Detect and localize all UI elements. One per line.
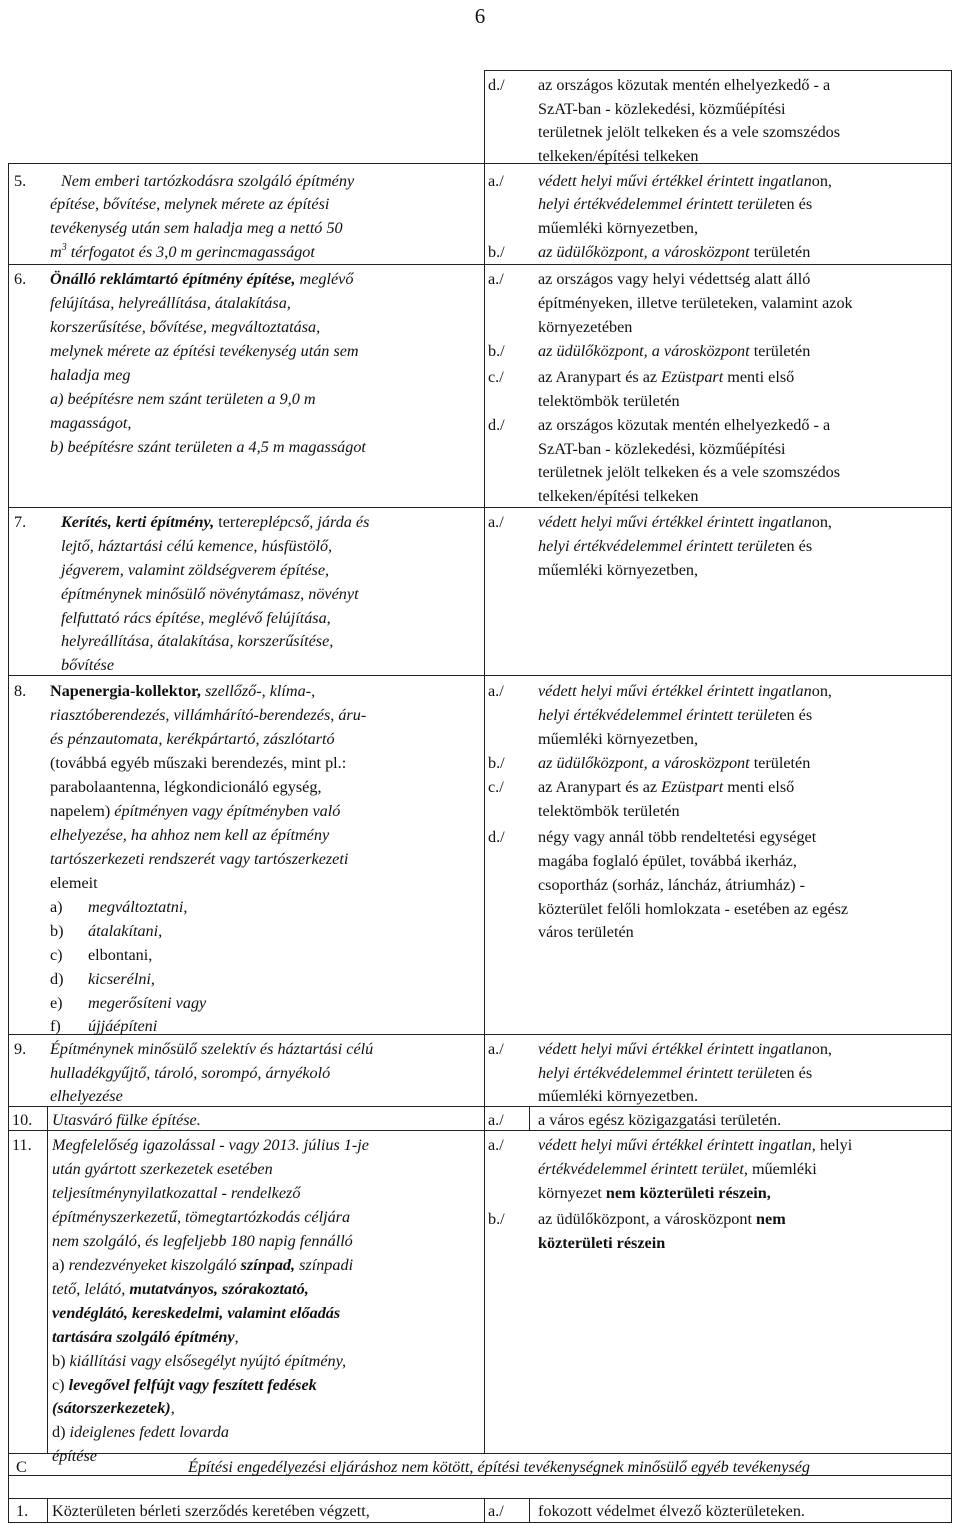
condition-text: telektömbök területén bbox=[538, 802, 680, 820]
condition-text: az országos vagy helyi védettség alatt álló bbox=[538, 270, 811, 288]
row-description: jégverem, valamint zöldségverem építése, bbox=[61, 561, 330, 579]
row-description: színpadi bbox=[299, 1256, 354, 1274]
row-description: mutatványos, szórakoztató, bbox=[129, 1280, 309, 1298]
condition-label: a./ bbox=[488, 1502, 504, 1520]
grid-line bbox=[484, 70, 951, 71]
row-description: d) bbox=[50, 970, 64, 988]
condition-text: helyi értékvédelemmel érintett terület bbox=[538, 1064, 780, 1082]
condition-text: az üdülőközpont, a városközpont bbox=[538, 342, 750, 360]
condition-text: műemléki környezetben. bbox=[538, 1087, 699, 1105]
row-description: haladja meg bbox=[50, 366, 131, 384]
condition-text: az üdülőközpont, a városközpont bbox=[538, 754, 750, 772]
section-title: Építési engedélyezési eljáráshoz nem kötött, építési tevékenységnek minősülő egyéb tevékenység bbox=[187, 1458, 811, 1476]
row-description: , bbox=[234, 1328, 239, 1346]
condition-label: b./ bbox=[488, 1210, 505, 1228]
row-description: átalakítani, bbox=[88, 922, 163, 940]
row-description: építése bbox=[52, 1447, 97, 1465]
grid-line bbox=[8, 1498, 951, 1499]
grid-line bbox=[951, 70, 952, 1523]
row-description: megerősíteni vagy bbox=[88, 994, 207, 1012]
condition-text: fokozott védelmet élvező közterületeken. bbox=[538, 1502, 805, 1520]
condition-text: az üdülőközpont, a városközpont bbox=[538, 243, 750, 261]
row-description: kicserélni, bbox=[88, 970, 155, 988]
row-description: építménynek minősülő növénytámasz, növényt bbox=[61, 585, 359, 603]
row-description: melynek mérete az építési tevékenység után sem bbox=[50, 342, 359, 360]
condition-text: on, bbox=[811, 1040, 832, 1058]
condition-label: a./ bbox=[488, 270, 504, 288]
condition-text: en és bbox=[779, 195, 813, 213]
grid-line bbox=[8, 163, 9, 1523]
grid-line bbox=[8, 507, 951, 508]
condition-label: a./ bbox=[488, 1111, 504, 1129]
row-description: Önálló reklámtartó építmény építése, bbox=[50, 270, 296, 288]
row-description: c) bbox=[52, 1376, 65, 1394]
unit-text: m bbox=[50, 243, 62, 261]
row-description: (továbbá egyéb műszaki berendezés, mint pl.: bbox=[50, 754, 347, 772]
grid-line bbox=[529, 1498, 530, 1523]
row-description: szellőző-, klíma-, bbox=[204, 682, 316, 700]
condition-text: védett helyi művi értékkel érintett ingatlan bbox=[538, 1040, 812, 1058]
condition-text: en és bbox=[779, 706, 813, 724]
condition-text: SzAT-ban - közlekedési, közműépítési bbox=[538, 440, 786, 458]
row-description: kiállítási vagy elsősegélyt nyújtó építmény, bbox=[69, 1352, 346, 1370]
condition-text: környezetében bbox=[538, 318, 633, 336]
grid-line bbox=[8, 1453, 951, 1454]
grid-line bbox=[8, 163, 951, 164]
row-number: 1. bbox=[16, 1502, 29, 1520]
grid-line bbox=[8, 675, 951, 676]
condition-text: a város egész közigazgatási területén. bbox=[538, 1111, 782, 1129]
condition-text: en és bbox=[779, 1064, 813, 1082]
row-description: térfogatot és 3,0 m gerincmagasságot bbox=[70, 243, 315, 261]
condition-text: menti első bbox=[727, 368, 795, 386]
condition-text: nem bbox=[756, 1210, 786, 1228]
condition-text: helyi bbox=[819, 1136, 853, 1154]
condition-text: közterület felőli homlokzata - esetében az egész bbox=[538, 900, 849, 918]
grid-line bbox=[47, 1498, 48, 1523]
row-description: tartószerkezeti rendszerét vagy tartószerkezeti bbox=[50, 850, 349, 868]
row-description: a) bbox=[52, 1256, 65, 1274]
row-description: Kerítés, kerti építmény, bbox=[61, 513, 215, 531]
condition-text: védett helyi művi értékkel érintett ingatlan bbox=[538, 513, 812, 531]
row-description: után gyártott szerkezetek esetében bbox=[52, 1160, 273, 1178]
row-description: Közterületen bérleti szerződés keretében végzett, bbox=[52, 1502, 370, 1520]
row-description: tereplépcső, járda és bbox=[235, 513, 370, 531]
row-description: b) bbox=[50, 922, 64, 940]
condition-text: helyi értékvédelemmel érintett terület bbox=[538, 195, 780, 213]
condition-text: Ezüstpart bbox=[661, 778, 724, 796]
condition-text: műemléki környezetben, bbox=[538, 730, 699, 748]
condition-label: c./ bbox=[488, 368, 504, 386]
grid-line bbox=[484, 70, 485, 1453]
condition-text: az országos közutak mentén elhelyezkedő - a bbox=[538, 416, 831, 434]
unit-superscript: 3 bbox=[61, 242, 67, 253]
grid-line bbox=[484, 1498, 485, 1523]
condition-text: műemléki bbox=[751, 1160, 817, 1178]
condition-text: közterületi részein bbox=[538, 1234, 666, 1252]
condition-text: en és bbox=[779, 537, 813, 555]
row-description: b) bbox=[52, 1352, 66, 1370]
condition-text: csoportház (sorház, láncház, átriumház) - bbox=[538, 876, 805, 894]
condition-label: b./ bbox=[488, 754, 505, 772]
row-number: 10. bbox=[12, 1111, 33, 1129]
condition-text: magába foglaló épület, továbbá ikerház, bbox=[538, 852, 797, 870]
row-description: tevékenység után sem haladja meg a nettó 50 bbox=[50, 219, 343, 237]
condition-text: területén bbox=[753, 342, 811, 360]
row-description: bővítése bbox=[61, 656, 115, 674]
condition-text: értékvédelemmel érintett terület, bbox=[538, 1160, 748, 1178]
row-description: vendéglátó, kereskedelmi, valamint előadás bbox=[52, 1304, 341, 1322]
row-description: Építménynek minősülő szelektív és háztartási célú bbox=[50, 1040, 374, 1058]
condition-label: d./ bbox=[488, 828, 505, 846]
condition-text: Ezüstpart bbox=[661, 368, 724, 386]
row-description: színpad, bbox=[240, 1256, 296, 1274]
condition-text: területnek jelölt telkeken és a vele szomszédos bbox=[538, 463, 841, 481]
row-description: d) bbox=[52, 1423, 66, 1441]
row-description: parabolaantenna, légkondicionáló egység, bbox=[50, 778, 322, 796]
condition-label: a./ bbox=[488, 172, 504, 190]
condition-text: védett helyi művi értékkel érintett ingatlan bbox=[538, 172, 812, 190]
condition-text: város területén bbox=[538, 923, 634, 941]
condition-text: az Aranypart és az bbox=[538, 778, 658, 796]
row-description: levegővel felfújt vagy feszített fedések bbox=[68, 1376, 317, 1394]
row-description: tető, lelátó, bbox=[52, 1280, 126, 1298]
condition-label: a./ bbox=[488, 1040, 504, 1058]
condition-text: menti első bbox=[727, 778, 795, 796]
condition-text: telkeken/építési telkeken bbox=[538, 487, 699, 505]
condition-text: on, bbox=[811, 513, 832, 531]
page-number: 6 bbox=[474, 4, 486, 28]
row-description: , bbox=[170, 1399, 175, 1417]
condition-label: a./ bbox=[488, 513, 504, 531]
condition-text: helyi értékvédelemmel érintett terület bbox=[538, 537, 780, 555]
row-description: elemeit bbox=[50, 874, 98, 892]
condition-label: d./ bbox=[488, 76, 505, 94]
row-description: tartására szolgáló építmény bbox=[52, 1328, 235, 1346]
condition-text: területnek jelölt telkeken és a vele szomszédos bbox=[538, 123, 841, 141]
condition-text: műemléki környezetben, bbox=[538, 219, 699, 237]
condition-label: d./ bbox=[488, 416, 505, 434]
condition-label: b./ bbox=[488, 342, 505, 360]
condition-text: védett helyi művi értékkel érintett ingatlan bbox=[538, 682, 812, 700]
condition-text: az üdülőközpont, a városközpont bbox=[538, 1210, 752, 1228]
row-description: építményszerkezetű, tömegtartózkodás céljára bbox=[52, 1208, 351, 1226]
row-description: felújítása, helyreállítása, átalakítása, bbox=[50, 294, 291, 312]
row-number: 11. bbox=[12, 1136, 32, 1154]
grid-line bbox=[47, 1106, 48, 1453]
condition-text: SzAT-ban - közlekedési, közműépítési bbox=[538, 100, 786, 118]
row-description: a) beépítésre nem szánt területen a 9,0 m bbox=[50, 390, 316, 408]
condition-text: az Aranypart és az bbox=[538, 368, 658, 386]
row-description: elhelyezése, ha ahhoz nem kell az építmény bbox=[50, 826, 330, 844]
condition-text: helyi értékvédelemmel érintett terület bbox=[538, 706, 780, 724]
condition-text: négy vagy annál több rendeltetési egységet bbox=[538, 828, 817, 846]
row-description: elhelyezése bbox=[50, 1087, 123, 1105]
row-number: 6. bbox=[14, 270, 27, 288]
condition-label: b./ bbox=[488, 243, 505, 261]
row-description: elbontani, bbox=[88, 946, 153, 964]
row-description: b) beépítésre szánt területen a 4,5 m magasságot bbox=[50, 438, 366, 456]
row-description: nem szolgáló, és legfeljebb 180 napig fennálló bbox=[52, 1232, 353, 1250]
row-description: helyreállítása, átalakítása, korszerűsítése, bbox=[61, 632, 334, 650]
condition-text: telkeken/építési telkeken bbox=[538, 147, 699, 165]
row-description: lejtő, háztartási célú kemence, húsfüstölő, bbox=[61, 537, 333, 555]
condition-text: területén bbox=[753, 754, 811, 772]
row-description: Megfelelőség igazolással - vagy 2013. július 1-je bbox=[52, 1136, 369, 1154]
condition-text: az országos közutak mentén elhelyezkedő - a bbox=[538, 76, 831, 94]
row-description: ter bbox=[218, 513, 236, 531]
row-description: újjáépíteni bbox=[88, 1017, 158, 1035]
condition-label: a./ bbox=[488, 1136, 504, 1154]
row-description: Napenergia-kollektor, bbox=[50, 682, 201, 700]
row-description: (sátorszerkezetek) bbox=[52, 1399, 171, 1417]
row-description: f) bbox=[50, 1017, 61, 1035]
condition-text: telektömbök területén bbox=[538, 392, 680, 410]
row-description: napelem) bbox=[50, 802, 111, 820]
grid-line bbox=[8, 1106, 951, 1107]
row-description: c) bbox=[50, 946, 63, 964]
row-description: rendezvényeket kiszolgáló bbox=[68, 1256, 237, 1274]
row-description: korszerűsítése, bővítése, megváltoztatása, bbox=[50, 318, 321, 336]
row-number: 5. bbox=[14, 172, 27, 190]
row-description: felfuttató rács építése, meglévő felújítása, bbox=[61, 609, 331, 627]
row-description: megváltoztatni, bbox=[88, 898, 188, 916]
row-description: magasságot, bbox=[50, 414, 132, 432]
section-letter: C bbox=[16, 1458, 27, 1476]
row-description: a) bbox=[50, 898, 63, 916]
row-description: teljesítménynyilatkozattal - rendelkező bbox=[52, 1184, 301, 1202]
row-description: hulladékgyűjtő, tároló, sorompó, árnyékoló bbox=[50, 1064, 331, 1082]
row-description: építése, bővítése, melynek mérete az építési bbox=[50, 195, 330, 213]
row-number: 8. bbox=[14, 682, 27, 700]
grid-line bbox=[529, 1106, 530, 1131]
condition-text: on, bbox=[811, 172, 832, 190]
condition-text: építményeken, illetve területeken, valamint azok bbox=[538, 294, 853, 312]
row-description: Nem emberi tartózkodásra szolgáló építmény bbox=[61, 172, 355, 190]
row-description: e) bbox=[50, 994, 63, 1012]
row-number: 9. bbox=[14, 1040, 27, 1058]
condition-text: on, bbox=[811, 682, 832, 700]
condition-text: védett helyi művi értékkel érintett ingatlan, bbox=[538, 1136, 816, 1154]
condition-text: műemléki környezetben, bbox=[538, 561, 699, 579]
condition-text: környezet bbox=[538, 1184, 602, 1202]
row-description: Utasváró fülke építése. bbox=[52, 1111, 201, 1129]
row-description: ideiglenes fedett lovarda bbox=[69, 1423, 229, 1441]
condition-label: a./ bbox=[488, 682, 504, 700]
row-number: 7. bbox=[14, 513, 27, 531]
condition-label: c./ bbox=[488, 778, 504, 796]
condition-text: területén bbox=[753, 243, 811, 261]
row-description: meglévő bbox=[299, 270, 354, 288]
row-description: építményen vagy építményben való bbox=[114, 802, 341, 820]
condition-text: nem közterületi részein, bbox=[605, 1184, 771, 1202]
row-description: és pénzautomata, kerékpártartó, zászlótartó bbox=[50, 730, 335, 748]
row-description: riasztóberendezés, villámhárító-berendezés, áru- bbox=[50, 706, 367, 724]
